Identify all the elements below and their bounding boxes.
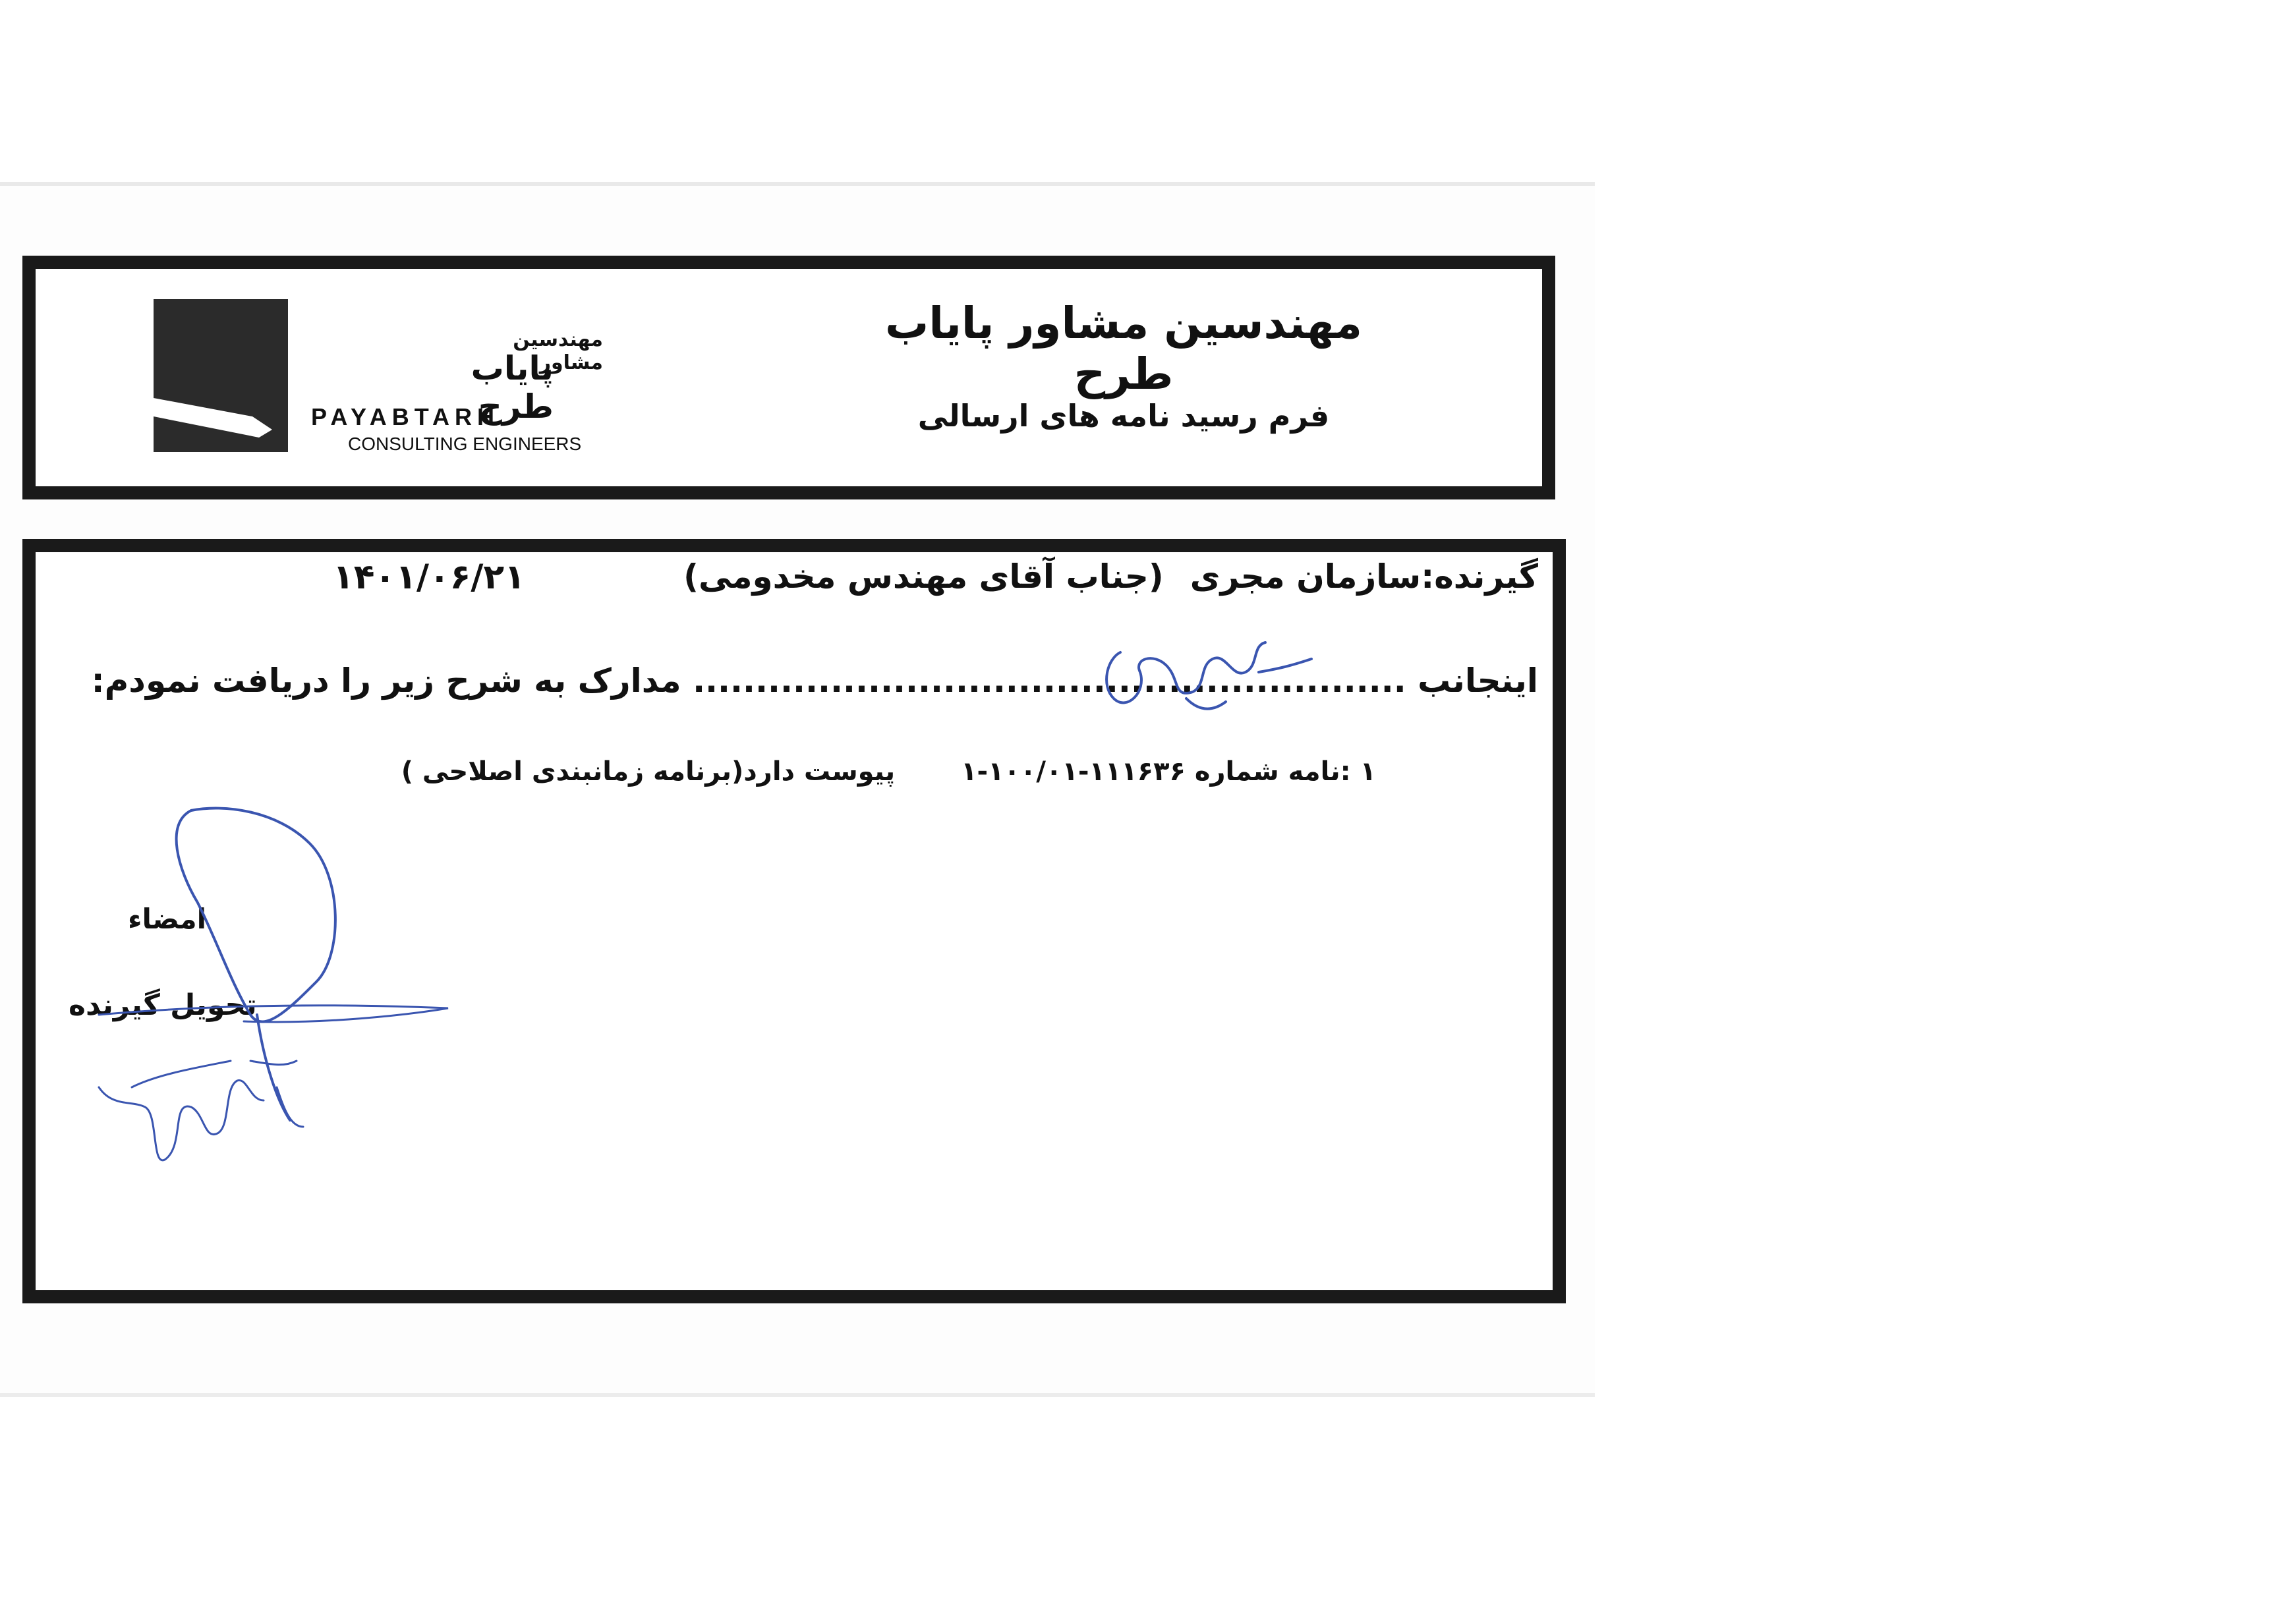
- item-letter-number: ۱ :نامه شماره ۱۱۱۶۳۶-۱۰۰/۰۱-۱: [961, 756, 1376, 787]
- receipt-blank-dots: .........................................................: [693, 662, 1406, 700]
- receipt-prefix: اینجانب: [1418, 662, 1538, 700]
- logo-persian-subtitle: مهندسین مشاور: [513, 328, 603, 374]
- company-title: مهندسین مشاور پایاب طرح: [885, 298, 1362, 399]
- logo-persian-name: پایاب طرح: [471, 349, 554, 426]
- recipient-label: گیرنده:سازمان مجری: [1190, 557, 1538, 596]
- document-item: [401, 756, 1376, 787]
- delivery-recipient-label: تحویل گیرنده: [69, 988, 257, 1022]
- form-title: فرم رسید نامه های ارسالی: [917, 398, 1330, 434]
- logo-english-subtitle: CONSULTING ENGINEERS: [348, 434, 582, 454]
- signature-label: امضاء: [128, 903, 207, 935]
- body-frame: [22, 539, 1566, 1303]
- receipt-suffix: مدارک به شرح زیر را دریافت نمودم:: [91, 662, 681, 700]
- company-logo-icon: [154, 299, 288, 452]
- recipient-name: (جناب آقای مهندس مخدومی): [683, 557, 1164, 596]
- receipt-statement: [92, 662, 1538, 700]
- letter-date: ۱۴۰۱/۰۶/۲۱: [333, 557, 525, 597]
- recipient-line: [683, 557, 1538, 596]
- item-attachment: پیوست دارد(برنامه زمانبندی اصلاحی ): [401, 756, 896, 787]
- logo-english-name: PAYABTARH: [311, 403, 500, 430]
